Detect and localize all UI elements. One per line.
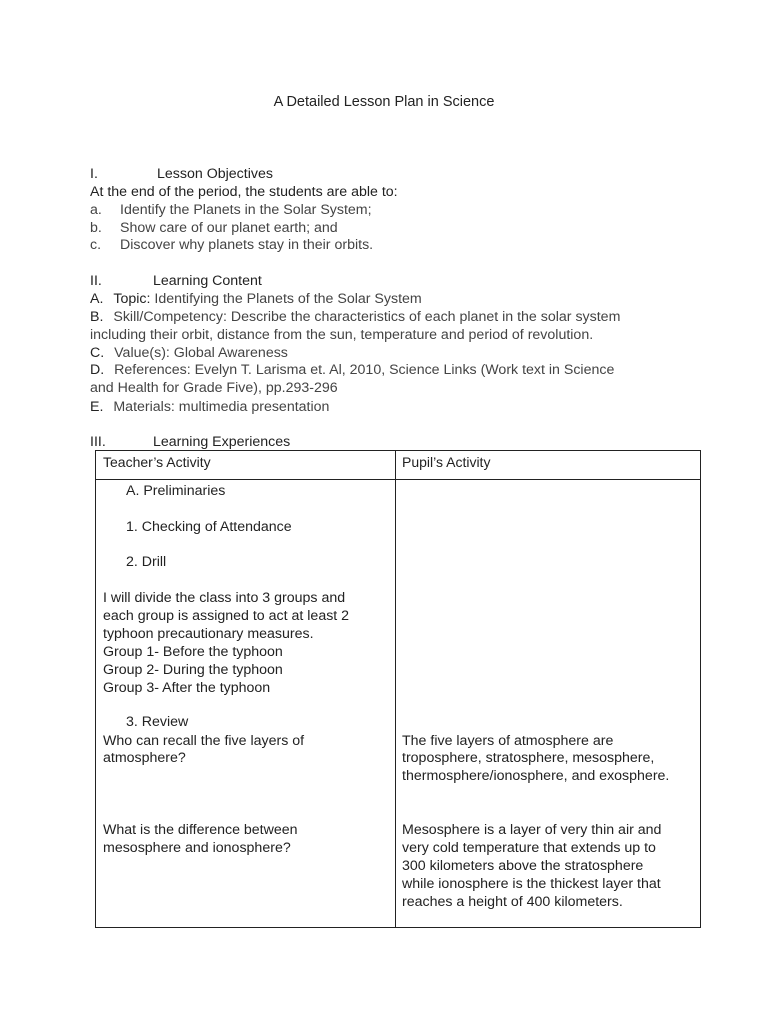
review-answer-line: troposphere, stratosphere, mesosphere,: [402, 750, 655, 766]
objective-item: Show care of our planet earth; and: [120, 220, 338, 236]
objective-item: Identify the Planets in the Solar System;: [120, 202, 372, 218]
review-answer-line: Mesosphere is a layer of very thin air and: [402, 822, 662, 838]
values-text: Value(s): Global Awareness: [114, 345, 288, 361]
drill-text-line: I will divide the class into 3 groups and: [103, 590, 346, 606]
review-answer-line: very cold temperature that extends up to: [402, 840, 656, 856]
section-numeral: III.: [90, 434, 106, 450]
topic-line: [90, 290, 422, 308]
activity-table: [95, 450, 701, 928]
review-question-line: mesosphere and ionosphere?: [103, 840, 291, 856]
document-title: A Detailed Lesson Plan in Science: [273, 94, 495, 110]
drill-text-line: Group 1- Before the typhoon: [103, 644, 283, 660]
drill-item: 2. Drill: [126, 554, 167, 570]
topic-text: Identifying the Planets of the Solar System: [154, 291, 422, 307]
list-marker: B.: [90, 309, 104, 325]
materials-text: Materials: multimedia presentation: [113, 399, 330, 415]
review-question-line: Who can recall the five layers of: [103, 733, 305, 749]
drill-text-line: Group 3- After the typhoon: [103, 680, 271, 696]
drill-text-line: typhoon precautionary measures.: [103, 626, 314, 642]
review-question-line: What is the difference between: [103, 822, 298, 838]
review-answer-line: while ionosphere is the thickest layer that: [402, 876, 661, 892]
values-line: [90, 344, 288, 362]
list-marker: D.: [90, 362, 105, 378]
list-marker: A.: [90, 291, 104, 307]
skill-text: Skill/Competency: Describe the characteristics of each planet in the solar system: [113, 309, 621, 325]
section-heading: Learning Experiences: [153, 434, 291, 450]
references-text: References: Evelyn T. Larisma et. Al, 2010, Science Links (Work text in Science: [114, 362, 615, 378]
section-numeral: II.: [90, 273, 102, 289]
review-question-line: atmosphere?: [103, 750, 186, 766]
table-header-divider: [96, 479, 700, 480]
review-answer-line: The five layers of atmosphere are: [402, 733, 614, 749]
drill-text-line: each group is assigned to act at least 2: [103, 608, 350, 624]
drill-text-line: Group 2- During the typhoon: [103, 662, 283, 678]
list-marker: c.: [90, 237, 102, 253]
review-item: 3. Review: [126, 714, 189, 730]
preliminaries-heading: A. Preliminaries: [126, 483, 226, 499]
review-answer-line: thermosphere/ionosphere, and exosphere.: [402, 768, 670, 784]
skill-text-continued: including their orbit, distance from the sun, temperature and period of revolution.: [90, 327, 594, 343]
attendance-item: 1. Checking of Attendance: [126, 519, 292, 535]
section-heading: Lesson Objectives: [157, 166, 273, 182]
references-line: [90, 361, 614, 379]
list-marker: b.: [90, 220, 102, 236]
pupil-activity-header: Pupil’s Activity: [402, 454, 491, 470]
teacher-activity-header: Teacher’s Activity: [103, 454, 211, 470]
table-column-divider: [395, 451, 396, 927]
list-marker: E.: [90, 399, 104, 415]
list-marker: C.: [90, 345, 105, 361]
review-answer-line: reaches a height of 400 kilometers.: [402, 894, 623, 910]
section-numeral: I.: [90, 166, 98, 182]
objectives-intro: At the end of the period, the students are able to:: [90, 184, 398, 200]
section-heading: Learning Content: [153, 273, 262, 289]
objective-item: Discover why planets stay in their orbits.: [120, 237, 374, 253]
review-answer-line: 300 kilometers above the stratosphere: [402, 858, 644, 874]
skill-line: [90, 308, 620, 326]
list-marker: a.: [90, 202, 102, 218]
references-text-continued: and Health for Grade Five), pp.293-296: [90, 380, 338, 396]
topic-label: Topic:: [113, 291, 151, 307]
materials-line: [90, 398, 329, 416]
